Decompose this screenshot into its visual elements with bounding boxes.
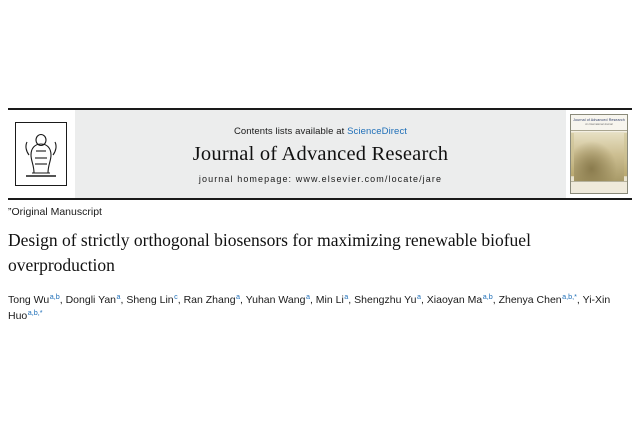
cover-artwork (574, 133, 624, 181)
cover-subtitle: An International Journal (585, 123, 613, 126)
author-name: Tong Wu (8, 294, 50, 306)
page-title: Design of strictly orthogonal biosensors for maximizing renewable biofuel overproduction (8, 230, 531, 275)
author-name: Zhenya Chen (498, 294, 562, 306)
journal-masthead (8, 108, 632, 200)
author-affiliation-marker: a (416, 291, 421, 301)
author-separator: , (576, 294, 583, 306)
author-separator: , (309, 294, 316, 306)
cover-footer (571, 181, 627, 193)
author-name: Ran Zhang (183, 294, 236, 306)
author-name: Shengzhu Yu (354, 294, 417, 306)
author-affiliation-marker: a,b (49, 291, 60, 301)
manuscript-type: ”Original Manuscript (8, 206, 102, 218)
author-separator: , (177, 294, 184, 306)
author-affiliation-marker: a (116, 291, 121, 301)
author-name: Yi-Xin Huo (8, 294, 611, 322)
author-affiliation-marker: a,b,* (562, 291, 577, 301)
cover-title: Journal of Advanced Research (573, 118, 625, 122)
publisher-seal-icon (15, 122, 67, 186)
sciencedirect-link[interactable]: ScienceDirect (347, 126, 408, 137)
author-affiliation-marker: a,b,* (27, 307, 43, 317)
journal-cover-thumbnail (566, 110, 632, 198)
author-name: Sheng Lin (126, 294, 174, 306)
author-affiliation-marker: c (174, 291, 178, 301)
contents-available-line (234, 126, 407, 137)
author-separator: , (492, 294, 499, 306)
contents-prefix: Contents lists available at (233, 126, 348, 137)
author-name: Xiaoyan Ma (426, 294, 483, 306)
author-list (8, 292, 628, 324)
publisher-logo (8, 110, 75, 198)
author-name: Dongli Yan (65, 294, 116, 306)
journal-title: Journal of Advanced Research (192, 143, 449, 165)
article-header (8, 206, 632, 324)
cover-band (571, 115, 627, 131)
author-affiliation-marker: a (344, 291, 349, 301)
author-separator: , (120, 294, 127, 306)
journal-homepage[interactable]: journal homepage: www.elsevier.com/locate/jare (198, 174, 443, 184)
author-separator: , (420, 294, 427, 306)
cover-image (570, 114, 628, 194)
author-affiliation-marker: a (305, 291, 310, 301)
author-separator: , (240, 294, 246, 306)
author-separator: , (59, 294, 66, 306)
masthead-center (75, 110, 566, 198)
author-name: Yuhan Wang (245, 294, 306, 306)
author-affiliation-marker: a,b (482, 291, 493, 301)
author-affiliation-marker: a (236, 291, 241, 301)
author-name: Min Li (315, 294, 344, 306)
author-separator: , (348, 294, 355, 306)
